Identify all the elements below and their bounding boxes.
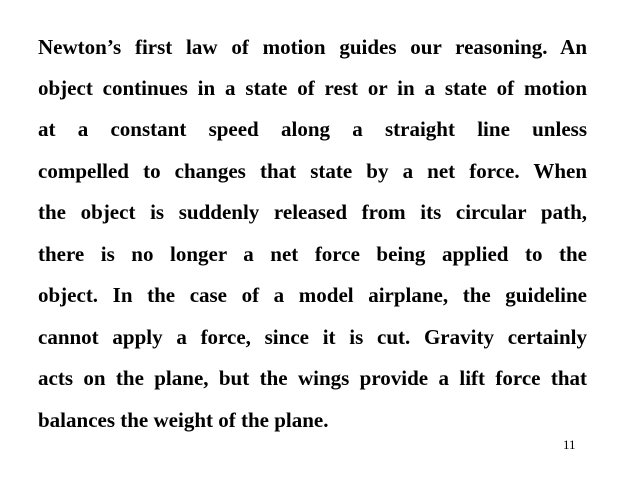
paragraph-line-8: cannot apply a force, since it is cut. Gravity certainly <box>38 325 587 349</box>
paragraph-line-5: the object is suddenly released from its circular path, <box>38 200 587 224</box>
paragraph-line-10: balances the weight of the plane. <box>38 408 329 432</box>
paragraph-line-9: acts on the plane, but the wings provide a lift force that <box>38 366 587 390</box>
paragraph-line-3: at a constant speed along a straight line unless <box>38 117 587 141</box>
paragraph-line-7: object. In the case of a model airplane, the guideline <box>38 283 587 307</box>
page-number: 11 <box>563 437 576 452</box>
paragraph-line-2: object continues in a state of rest or in a state of motion <box>38 76 587 100</box>
paragraph-line-6: there is no longer a net force being applied to the <box>38 242 587 266</box>
paragraph-line-1: Newton’s first law of motion guides our reasoning. An <box>38 35 587 59</box>
paragraph-line-4: compelled to changes that state by a net force. When <box>38 159 587 183</box>
